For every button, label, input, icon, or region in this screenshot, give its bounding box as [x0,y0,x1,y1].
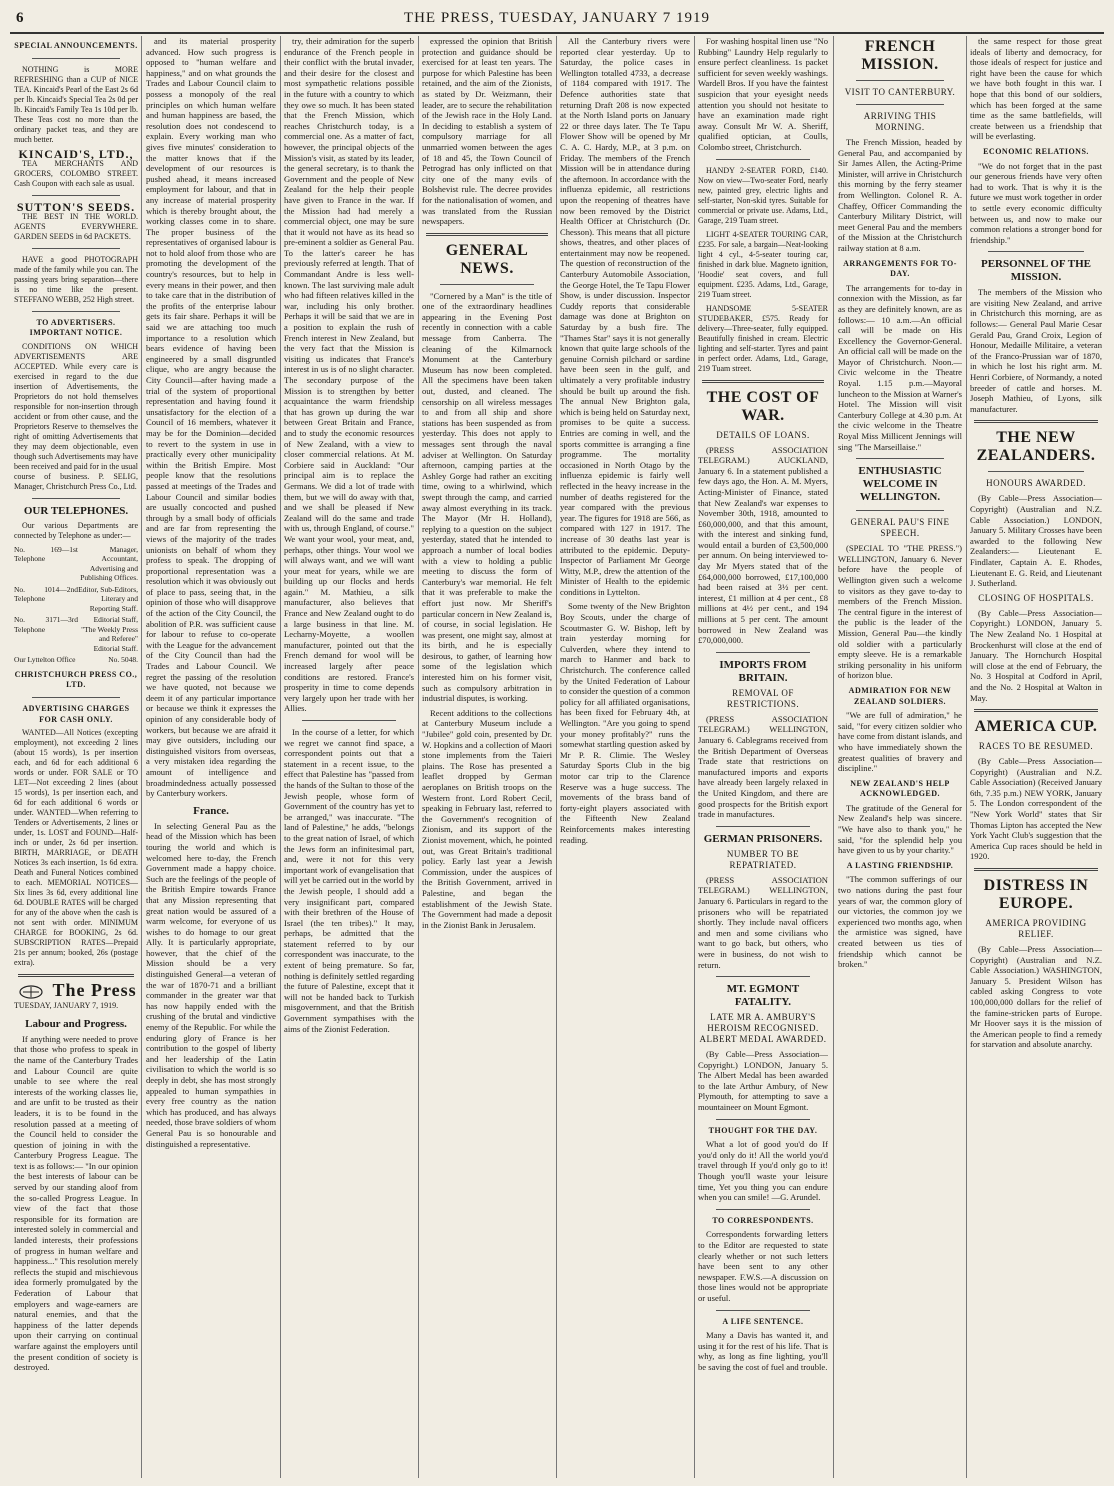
cost-of-war-text: (PRESS ASSOCIATION TELEGRAM.) AUCKLAND, January 6. In a statement published a few days ago, the Hon. A. M. Myers, Acting-Minister of Finance, stated that New Zealand's war expenses to November 30th, 1918, amounted to £60,000,000, and that this amount, with the interest and sinking fund, would entail a burden of £3,500,000 per annum. On being interviewed to-day Mr Myers stated that of the £64,000,000 borrowed, £17,100,000 had been raised at 3½ per cent. interest, £1 million at 4 per cent., £8 millions at 4½ per cent., and 194 millions at 5 per cent. The amount borrowed in New Zealand was £70,000,000. [698,444,828,646]
welcome-heading: ENTHUSIASTIC WELCOME IN WELLINGTON. [858,465,942,504]
suttons-name: SUTTON'S SEEDS. [16,199,136,214]
masthead [14,980,138,1001]
german-prisoners-heading: GERMAN PRISONERS. [703,832,823,845]
divider [32,195,120,196]
divider [716,1310,810,1311]
imports-heading: IMPORTS FROM BRITAIN. [719,658,807,684]
imports-subheading: REMOVAL OF RESTRICTIONS. [726,687,800,709]
column-4 [422,36,552,1478]
personnel-heading: PERSONNEL OF THE MISSION. [980,258,1092,284]
column-divider [556,36,557,1478]
divider [856,458,944,459]
friendship-text: "The common sufferings of our two nations during the past four years of war, the common glory of our victories, the common joy we experienced two months ago, when the armistice was signed, have created between us ties of friendship which cannot be broken." [838,874,962,970]
thought-heading: THOUGHT FOR THE DAY. [708,1125,818,1135]
distress-europe-heading: DISTRESS IN EUROPE. [983,877,1089,913]
divider [716,976,810,977]
french-mission-heading: FRENCH MISSION. [861,38,939,73]
zionist-text: expressed the opinion that British protection and guidance should be exercised for at least ten years. The purpose for which Palestine has been retained, and the aim of the Zionists, as stated by Dr. Weizmann, their leader, are to secure the rehabilitation of the Jewish race in the Holy Land. In deciding to establish a system of compulsory marriage for all unmarried women between the ages of 18 and 45, the Town Council of Petrograd has only inflicted on that city one of the many evils of Bolshevist rule. The decree provides for the nationalisation of women, and was translated from the Russian newspapers. [422,36,552,227]
telephone-row [14,585,138,614]
page-number: 6 [16,10,24,26]
french-mission-sub2: ARRIVING THIS MORNING. [863,111,937,132]
egmont-subheading: LATE MR A. AMBURY'S HEROISM RECOGNISED. ALBERT MEDAL AWARDED. [699,1012,827,1045]
divider [856,104,944,105]
telephone-department: Editor, Sub-Editors, Literary and Reporting Staff. [78,584,138,613]
column-3 [284,36,414,1478]
editorial-text: If anything were needed to prove that those who profess to speak in the name of the Canterbury Trades and Labour Council are quite unable to see where the real interests of the working classes lie, and are unfit to be trusted as their leaders, it is to be found in the resolution passed at a meeting of the Council held to consider the question of joining in with the Canterbury Progress League. The text is as follows:— "In our opinion the best interests of labour can be served by our standing aloof from the so-called Progress League. In view of the fact that those responsible for its formation are interested solely in commercial and landed interests, their professions of progress in human welfare and happiness..." This resolution merely reflects the stupid and mischievous idea formerly promulgated by the Federation of Labour that employers and wage-earners are natural enemies, and that the happiness of the latter depends upon their carrying on continual warfare against the employers until the present condition of society is destroyed. [14,1033,138,1373]
suttons-ad [14,199,138,242]
thought-text: What a lot of good you'd do If you'd only do it! All the world you'd travel through If you'd only go to it! Though you'll waste your leisure time, Yet you thing you can endure when you can smile! —G. Arundel. [698,1139,828,1203]
general-news-text: "Cornered by a Man" is the title of one of the extraordinary headlines appearing in the Evening Post recently in connection with a cable message from Canberra. The cleaning of the Kilmarnock Monument at the Canterbury Museum has now been completed. All the specimens have been taken out, dusted, and cleaned. The censorship on all wireless messages to and from all ship and shore stations has been suspended as from yesterday. This does not apply to messages sent through the naval adviser at Wellington. On Saturday afternoon, camping parties at the Ashley Gorge had rather an exciting time, owing to a whirlwind, which swept through the camp, and carried away almost everything in its track. The Mayor (Mr H. Holland), replying to a question on the subject yesterday, stated that he intended to approach a number of local bodies with a view to holding a public meeting to discuss the form of Canterbury's war memorial. He felt that it was preferable to make the effort just now. Mr Sheriff's particular concern in New Zealand is, of course, in social legislation. He was present, one might say, almost at its birth, and he is especially desirous, to gather, of learning how some of the legislation which interested him on his former visit, such as compulsory arbitration in industrial disputes, is working. [422,290,552,704]
advertisers-heading: TO ADVERTISERS. IMPORTANT NOTICE. [29,317,123,338]
france-text: In selecting General Pau as the head of the Mission which has been touring the world and which is welcomed here to-day, the French Government made a happy choice. Such are the feelings of the people of the British Empire towards France that any Mission representing that great nation would be assured of a warm welcome, for everyone of us wishes to do homage to our great Ally. It is particularly appropriate, however, that the chief of the Mission should be a very distinguished General—a veteran of the war of 1870-71 and a brilliant commander in the greater war that has now happily ended with the crushing of the brutal and vindictive enemy of the Republic. For while the enduring glory of France is her contribution to the gospel of liberty and her leadership of the Latin civilisation to which the world is so deeply in debt, she has most strongly appealed to human sympathies in every free country as the nation which has produced, and has always needed, those brave soldiers of whom General Pau is so honourable and distinguished a representative. [146,820,276,1149]
company-name: CHRISTCHURCH PRESS CO., LTD. [14,669,138,690]
telephone-row [14,545,138,583]
life-sentence-heading: A LIFE SENTENCE. [722,1316,804,1326]
divider [32,248,120,249]
kincaid-name: KINCAID'S, LTD., [18,146,134,161]
honours-text: (By Cable—Press Association—Copyright) (Australian and N.Z. Cable Association.) LONDON, January 5. Military Crosses have been awarded to the following New Zealanders:— Lieutenant E. Findlater, Captain A. E. Rhodes, Lieutenant E. G. Reid, and Lieutenant J. Sutherland. [970,493,1102,589]
divider [974,420,1098,423]
crest-icon [18,985,44,999]
hospitals-text: (By Cable—Press Association—Copyright.) LONDON, January 5. The New Zealand No. 1 Hospital at Brockenhurst will close at the end of January. The Hornchurch Hospital will close at the end of February, the No. 3 Hospital at Codford in April, and the No. 2 Hospital at Walton in May. [970,607,1102,703]
telephones-intro: Our various Departments are connected by Telephone as under:— [14,520,138,540]
imports-text: (PRESS ASSOCIATION TELEGRAM.) WELLINGTON, January 6. Cablegrams received from the British Department of Overseas Trade state that restrictions on manufactured imports and exports have already been largely relaxed in the United Kingdom, and there are good prospects for the British export trade in manufactures. [698,713,828,820]
telephone-list [14,545,138,665]
america-cup-subheading: RACES TO BE RESUMED. [978,741,1094,752]
cost-of-war-heading: THE COST OF WAR. [706,388,820,424]
cost-of-war-subheading: DETAILS OF LOANS. [716,429,810,440]
column-2 [146,36,276,1478]
new-zealanders-heading: THE NEW ZEALANDERS. [976,429,1096,465]
column-divider [694,36,695,1478]
german-prisoners-text: (PRESS ASSOCIATION TELEGRAM.) WELLINGTON, January 6. Particulars in regard to the prisoners who will be repatriated shortly. They include naval officers and men and some civilians who want to go back, but others, who were in business, do not wish to return. [698,874,828,970]
divider [716,1119,810,1120]
car-ad-ford: HANDY 2-SEATER FORD, £140. Now on view—Two-seater Ford, nearly new, painted grey, electric lights and self-starter, Non-skid tyres. Suitable for commercial or private use. Adams, Ltd., Garage, 219 Tuam street. [698,165,828,225]
divider [32,498,120,499]
column-divider [280,36,281,1478]
telephone-number: Our Lyttelton Office [14,655,76,665]
divider [988,251,1084,252]
america-cup-heading: AMERICA CUP. [974,718,1098,736]
telephones-heading: OUR TELEPHONES. [23,504,129,517]
column-divider [141,36,142,1478]
telephone-number: No. 3171—3rd Telephone [14,615,78,634]
german-prisoners-subheading: NUMBER TO BE REPATRIATED. [726,848,800,870]
advertisers-text: CONDITIONS ON WHICH ADVERTISEMENTS ARE ACCEPTED. While every care is exercised in regard to the due insertion of Advertisements, the Proprietors do not hold themselves responsible for non-insertion through accident or from other cause, and the Proprietors Reserve to themselves the right of omitting Advertisements that they may deem objectionable, even though such Advertisements may have been received and paid for in the usual course of business. P. SELIG, Manager, Christchurch Press Co., Ltd. [14,341,138,491]
column-6 [698,36,828,1478]
help-text: The gratitude of the General for New Zealand's help was sincere. "We have also to thank you," he said, "for the splendid help you have given to us by your charity." [838,802,962,856]
masthead-title: The Press [52,980,137,1001]
date-line: TUESDAY, JANUARY 7, 1919. [14,1001,119,1011]
divider [32,58,120,59]
admiration-heading: ADMIRATION FOR NEW ZEALAND SOLDIERS. [848,685,952,706]
telephone-department: Manager, Accountant, Advertising and Publishing Offices. [80,544,138,583]
masthead-rule [18,974,134,977]
hospitals-subheading: CLOSING OF HOSPITALS. [978,592,1094,603]
friendship-continued-text: the same respect for those great ideals of liberty and democracy, for those ideals of respect for justice and right have been the cause for which we have both fought in this war. I hope that this bond of our soldiers, which has been forged at the same time as the same battlefields, will create between us a friendship that will be everlasting. [970,36,1102,142]
telephone-department: Editorial Staff, "The Weekly Press and Referee" Editorial Staff. [81,615,138,653]
labour-continued-text: and its material prosperity advanced. How such progress is opposed to "human welfare and happiness," and on what grounds the Trades and Labour Council claim to possess a monopoly of the real principles on which human welfare and human happiness are based, the resolution does not condescend to explain. Every working man who gives five minutes' consideration to the matter knows that if the development of our resources is pushed ahead, it means increased employment for labour, and that in any increase of material prosperity which is thereby brought about, the working classes come in to share. The proper business of the representatives of organised labour is not to hold aloof from those who are promoting the development of the country's resources, but to help in every means in their power, and then to take care that in the distribution of the profits of the enterprise labour gets its fair share. Perhaps it will be said we are attaching too much importance to a resolution which bears evidence of having been engineered by a small disgruntled clique, who are angry because the City Council—after having made a trial of the system of proportional representation and having found it unsatisfactory for the election of a Council of 16 members, whatever it may be for the Dominion—decided to revert to the system in use in practically every other municipality within the British Empire. Most people know that the resolutions passed at meetings of the Trades and Labour Council and similar bodies are usually concocted and pushed through by a small body of officials and are far from representing the views of the majority of the trades unionists on behalf of whom they profess to speak. The dropping of proportional representation was a resolution which it was obviously out of place to pass, seeing that, in the opinion of those who will disapprove of the action of the City Council, the abolition of P.R. was sufficient cause for labour to refuse to co-operate with the League for the advancement of the City Council than had the Trades and Labour Council. We regret the passing of the resolution we have quoted, not because we deem it of any particular importance or because we think it expresses the opinion of any considerable body of workers, but because we are afraid it may give outsiders, including our distinguished visitors from overseas, a very mistaken idea regarding the amount of intelligence and broadmindedness actually possessed by Canterbury workers. [146,36,276,799]
arrangements-heading: ARRANGEMENTS FOR TO-DAY. [843,258,957,279]
column-7 [838,36,962,1478]
egmont-heading: MT. EGMONT FATALITY. [726,983,800,1009]
admiration-text: "We are full of admiration," he said, "for every citizen soldier who have come from distant islands, and who have immediately shown the greatest qualities of bravery and discipline." [838,710,962,774]
france-continued-text: try, their admiration for the superb endurance of the French people in their conflict with the brutal invader, and their desire for the closest and most sympathetic relations possible in the future with a country to which they owe so much. It has been stated that the French Mission, which reaches Christchurch today, is a commercial one. As a matter of fact, however, the principal objects of the Mission's visit, as stated by its leader, the general secretary, is to thank the Government and the people of New Zealand for the help their people have given to France in the war. If the Mission had had merely a commercial object, one may be sure that it would not have as its head so pre-eminent a soldier as General Pau. To the latter's career he has previously referred at length. That of Commandant Andre is less well-known. The last surviving male adult who had fifteen relatives killed in the war, including his only brother. Perhaps it will be said that we are in a position to explain the rush of French interest in New Zealand, but the very fact that the Mission is visiting us indicates that France's interest in us is of no slight character. The secondary purpose of the Mission is to strengthen by better acquaintance the warm friendship that has grown up during the war between Great Britain and France, and to study the economic resources of New Zealand, with a view to closer commercial relations. At M. Corbiere said in Auckland: "Our principal aim is to replace the Germans. We did a lot of trade with them, but we will do away with that, and we shall be pleased if New Zealand will do the same and trade with us, through England, of course." We want your wool, your meat, and, perhaps, other things. Your wool we will always want, and we will want your meat for years, while we are building up our flocks and herds again." M. Mathieu, a silk manufacturer, also believes that France and New Zealand ought to do a large business in that line. M. Lecharny-Moyette, a woollen manufacturer, pointed out that the French demand for wool will be increased largely after peace conditions are restored. France's prosperity in time to come depends very largely upon her trade with her Allies. [284,36,414,714]
friendship-heading: A LASTING FRIENDSHIP. [846,860,954,870]
divider [974,709,1098,712]
column-divider [833,36,834,1478]
editorial-date [14,1001,138,1012]
charges-text: WANTED—All Notices (excepting employment), not exceeding 2 lines (about 15 words), 1s per insertion each, and 6d for each additional 6 words or under. FOR SALE or TO LET—Not exceeding 2 lines (about 15 words), 1s per insertion each, and 6d for each additional 6 words or under. WANTED—When referring to Tenders or Advertisements, 2 lines or under, 1s. LOST and FOUND—Half-inch or under, 2s 6d per insertion. BIRTH, MARRIAGE, or DEATH Notices 3s each insertion, 1s 6d extra. Death and Funeral Notices combined to each. MEMORIAL NOTICES—Six lines 3s 6d, every additional line 6d. DOUBLE RATES will be charged for any of the above when the cash is not sent with order. MINIMUM CHARGE for BOOKING, 2s 6d. SUBSCRIPTION RATES—Prepaid 21s per annum; booked, 26s (postage extra). [14,728,138,968]
welcome-subheading: GENERAL PAU'S FINE SPEECH. [850,517,950,539]
news-items-text: All the Canterbury rivers were reported clear yesterday. Up to Saturday, the police cases in Wellington totalled 4733, a decrease of 1184 compared with 1917. The Defence authorities state that returning Draft 208 is now expected at the North Island ports on January 22 or three days later. The Te Tapu Flower Show will be opened by Mr C. A. C. Hardy, M.P., at 3 p.m. on Friday. The members of the French Mission will be in attendance during the afternoon. In accordance with the influenza epidemic, all restrictions upon the reopening of theatres have now been removed by the District Health Officer at Christchurch (Dr. Chesson). This means that all picture shows, theatres, and other places of entertainment may now be reopened. The question of reconstruction of the Canterbury Automobile Association, the George Hotel, the Te Tapu Flower Show, is under discussion. Inspector Cuddy reports that considerable damage was done at Brighton on Saturday by a bush fire. The "Thames Star" says it is not generally known that quite large schools of the genuine Cornish pilchard or sardine have been seen in the gulf, and ultimately a very profitable industry should be built up around the fish. The annual New Brighton gala, which is being held on Saturday next, promises to be quite a success. Entries are coming in well, and the sports committee is arranging a fine programme. The mortality occasioned in North Otago by the influenza epidemic is fairly well reflected in the heavy increase in the number of deaths registered for the year compared with the previous year. The figures for 1918 are 566, as compared with 127 in 1917. The increase of 30 deaths last year is attributed to the epidemic. Deputy-Inspector of Parliament Mr George Witty, M.P., drew the attention of the Minister of Health to the epidemic conditions in Lyttelton. [560,36,690,597]
help-heading: NEW ZEALAND'S HELP ACKNOWLEDGED. [850,778,950,799]
editorial-heading: Labour and Progress. [25,1017,127,1030]
correspondents-text: Correspondents forwarding letters to the Editor are requested to state clearly whether or not such letters have been sent to any other newspaper. F.W.S.—A discussion on those lines would not be appropriate or useful. [698,1229,828,1303]
french-mission-text: The French Mission, headed by General Pau, and accompanied by Sir James Allen, the Acting-Prime Minister, will arrive in Christchurch this morning by the ferry steamer from Wellington. Colonel R. A. Chaffey, Officer Commanding the Canterbury Military District, will meet General Pau and the members of the Mission at the Christchurch railway station at 8 a.m. [838,137,962,253]
car-ad-studebaker: HANDSOME 5-SEATER STUDEBAKER, £575. Ready for delivery—Three-seater, fully equipped. Beautifully finished in cream. Electric lighting and self-starter. Tyres and paint in perfect order. Adams, Ltd., Garage, 219 Tuam street. [698,303,828,373]
honours-subheading: HONOURS AWARDED. [986,478,1086,489]
distress-europe-text: (By Cable—Press Association—Copyright) (Australian and N.Z. Cable Association.) WASHINGTON, January 5. President Wilson has cabled asking Congress to vote 100,000,000 dollars for the relief of the famine-stricken parts of Europe. Mr Hoover says it is the mission of the American people to find a remedy for starvation and absolute anarchy. [970,944,1102,1050]
museum-text: Recent additions to the collections at Canterbury Museum include a "Jubilee" gold coin, presented by Dr. W. Hopkins and a collection of Maori stone implements from the Taieri plains. The Rose has presented a leaflet dropped by German aeroplanes on British troops on the Western front. Lord Robert Cecil, speaking in February last, referred to the Government's recognition of Zionism, and its support of the Zionist movement, which, he pointed out, was Great Britain's traditional policy. Early last year a Jewish Commission, under the auspices of the British Government, arrived in Palestine, and began the establishment of the Jewish State. The Government had made a deposit in the Zionist Bank in Jerusalem. [422,707,552,930]
divider [426,233,548,236]
economic-text: "We do not forget that in the past our generous friends have very often had to work. That is why it is the future we must work together in order to settle every economic difficulty between us, and now to make our common relations a stronger bond for friendship." [970,160,1102,245]
personnel-text: The members of the Mission who are visiting New Zealand, and arrive in Christchurch this morning, are as follows:— General Paul Marie Cesar Gerald Pau, Grand Croix, Legion of Honour, Medaille Militaire, a veteran of the Franco-Prussian war of 1870, in which he lost his right arm. M. Henri Corbiere, of Normandy, a noted breeder of cattle and horses. M. Joseph Mathieu, of Lyons, silk manufacturer. [970,287,1102,414]
divider [716,1209,810,1210]
life-sentence-text: Many a Davis has wanted it, and using it for the rest of his life. That is why, as long as fine lighting, you'll be saving the cost of fuel and trouble. [698,1330,828,1372]
page-header [14,10,1100,32]
header-rule [10,32,1104,34]
telephone-number: No. 1014—2nd Telephone [14,584,78,604]
divider [716,159,810,160]
divider [974,868,1098,871]
french-mission-sub1: VISIT TO CANTERBURY. [844,87,956,97]
divider [32,311,120,312]
divider [988,471,1084,472]
distress-europe-subheading: AMERICA PROVIDING RELIEF. [985,918,1087,940]
kincaid-ad-text: NOTHING is MORE REFRESHING than a CUP of NICE TEA. Kincaid's Pearl of the East 2s 6d per lb. Kincaid's Special Tea 2s 0d per lb. Kincaid's Family Tea 1s 10d per lb. These Teas cost no more than the ordinary packet teas, and they are much better. [14,64,138,144]
correspondents-heading: TO CORRESPONDENTS. [712,1215,814,1225]
suttons-sub: THE BEST IN THE WORLD. AGENTS EVERYWHERE. GARDEN SEEDS in 6d PACKETS. [14,211,138,241]
car-ad-touring: LIGHT 4-SEATER TOURING CAR, £235. For sale, a bargain—Neat-looking light 4 cyl., 4-5-seater touring car, finished in dark blue. Magneto ignition, 'Hoodie' seat covers, and full equipment. £235. Adams, Ltd., Garage, 219 Tuam street. [698,229,828,299]
column-divider [418,36,419,1478]
photo-ad: HAVE a good PHOTOGRAPH made of the family while you can. The passing years bring separation—there is no time like the present. STEFFANO WEBB, 252 High street. [14,254,138,304]
page-title: THE PRESS, TUESDAY, JANUARY 7 1919 [403,10,711,26]
general-news-heading: GENERAL NEWS. [445,241,529,277]
palestine-text: In the course of a letter, for which we regret we cannot find space, a correspondent points out that a statement in a recent issue, to the effect that Palestine has "passed from the hands of the Sultan to those of the Jewish people, whose form of Government of the country has yet to be arranged," was inaccurate. "The land of Palestine," he adds, "belongs to the great nation of Israel, of which the Jews form an infinitesimal part, and, were it not for this very important work of evangelisation that will yet be carried out in the world by the Jewish people, I should add a very insignificant part, compared with their brethren of the House of Israel (the ten tribes)." It may, perhaps, be admitted that the statement referred to by our correspondent was inaccurate, to the extent of being premature. So far, nothing is definitely settled regarding the future of Palestine, except that it will not be handed back to Turkish misgovernment, and that the British Government sympathises with the aims of the Zionist Federation. [284,727,414,1034]
column-8 [970,36,1102,1478]
arrangements-text: The arrangements for to-day in connexion with the Mission, as far as they are definitely known, are as follows:— 10 a.m.—An official call will be made on His Excellency the Governor-General. An official call will be made on the Mayor of Christchurch. Noon.—Civic welcome in the Theatre Royal. 1.15 p.m.—Mayoral luncheon to the Mission at Warner's Hotel. The Mission will visit Canterbury College at 4.30 p.m. At the civic welcome in the Theatre Royal Miss Millicent Jennings will sing "The Marseillaise." [838,282,962,452]
column-5 [560,36,690,1478]
divider [856,510,944,511]
economic-heading: ECONOMIC RELATIONS. [983,146,1089,156]
column-1 [14,36,138,1478]
egmont-text: (By Cable—Press Association—Copyright.) LONDON, January 5. The Albert Medal has been awarded to the late Arthur Ambury, of New Plymouth, for attempting to save a mountaineer on Mount Egmont. [698,1049,828,1113]
telephone-row [14,655,138,665]
laundry-ad: For washing hospital linen use "No Rubbing" Laundry Help regularly to ensure perfect cleanliness. 1s packet sufficient for seven weekly washings. Wardell Bros. If you have the faintest suspicion that your eyesight needs attention you should not hesitate to have an examination made right away. Consult Mr W. A. Sheriff, qualified optician, at Coulls, Colombo street, Christchurch. [698,36,828,152]
news-items-text-2: Some twenty of the New Brighton Boy Scouts, under the charge of Scoutmaster G. W. Bishop, left by train yesterday morning for Culverden, where they intend to march to Hanmer and back to Christchurch. The conference called by the United Federation of Labour to consider the question of a common policy for all affiliated organisations, has been fixed for February 4th, at Wellington. "Are you going to spend your money profitably?" runs the somewhat startling question asked by Mr P. R. Climie. The Wesley Saturday Sports Club in the big motor car trip to the Clarence Reserve was a huge success. The movements of the brass band of forty-eight players associated with the Fifteenth New Zealand Reinforcements makes interesting reading. [560,601,690,845]
special-announcements-heading: SPECIAL ANNOUNCEMENTS. [14,41,138,50]
divider [302,720,396,721]
divider [32,697,120,698]
welcome-text: (SPECIAL TO "THE PRESS.") WELLINGTON, January 6. Never before have the people of Wellington given such a welcome to visitors as they gave to-day to members of the French Mission. The central figure in the interest of the public is the leader of the Mission, General Pau—the kindly old soldier with a particularly empty sleeve. He is a remarkable striking personality in his uniform of horizon blue. [838,543,962,681]
kincaid-ad [14,65,138,189]
france-heading: France. [193,804,229,817]
divider [856,80,944,81]
kincaid-sub: TEA MERCHANTS AND GROCERS, COLOMBO STREET. Cash Coupon with each sale as usual. [14,158,138,188]
charges-heading: ADVERTISING CHARGES FOR CASH ONLY. [22,703,130,724]
divider [716,652,810,653]
telephone-row [14,615,138,653]
divider [440,284,534,285]
divider [716,826,810,827]
divider [702,380,824,383]
telephone-department: No. 5048. [108,655,138,665]
america-cup-text: (By Cable—Press Association—Copyright) (Australian and N.Z. Cable Association) (Received January 6th, 7.35 p.m.) NEW YORK, January 5. The London correspondent of the "New York World" states that Sir Thomas Lipton has accepted the New York Yacht Club's suggestion that the America Cup races should be held in 1920. [970,756,1102,862]
column-divider [966,36,967,1478]
telephone-number: No. 169—1st Telephone [14,544,78,564]
